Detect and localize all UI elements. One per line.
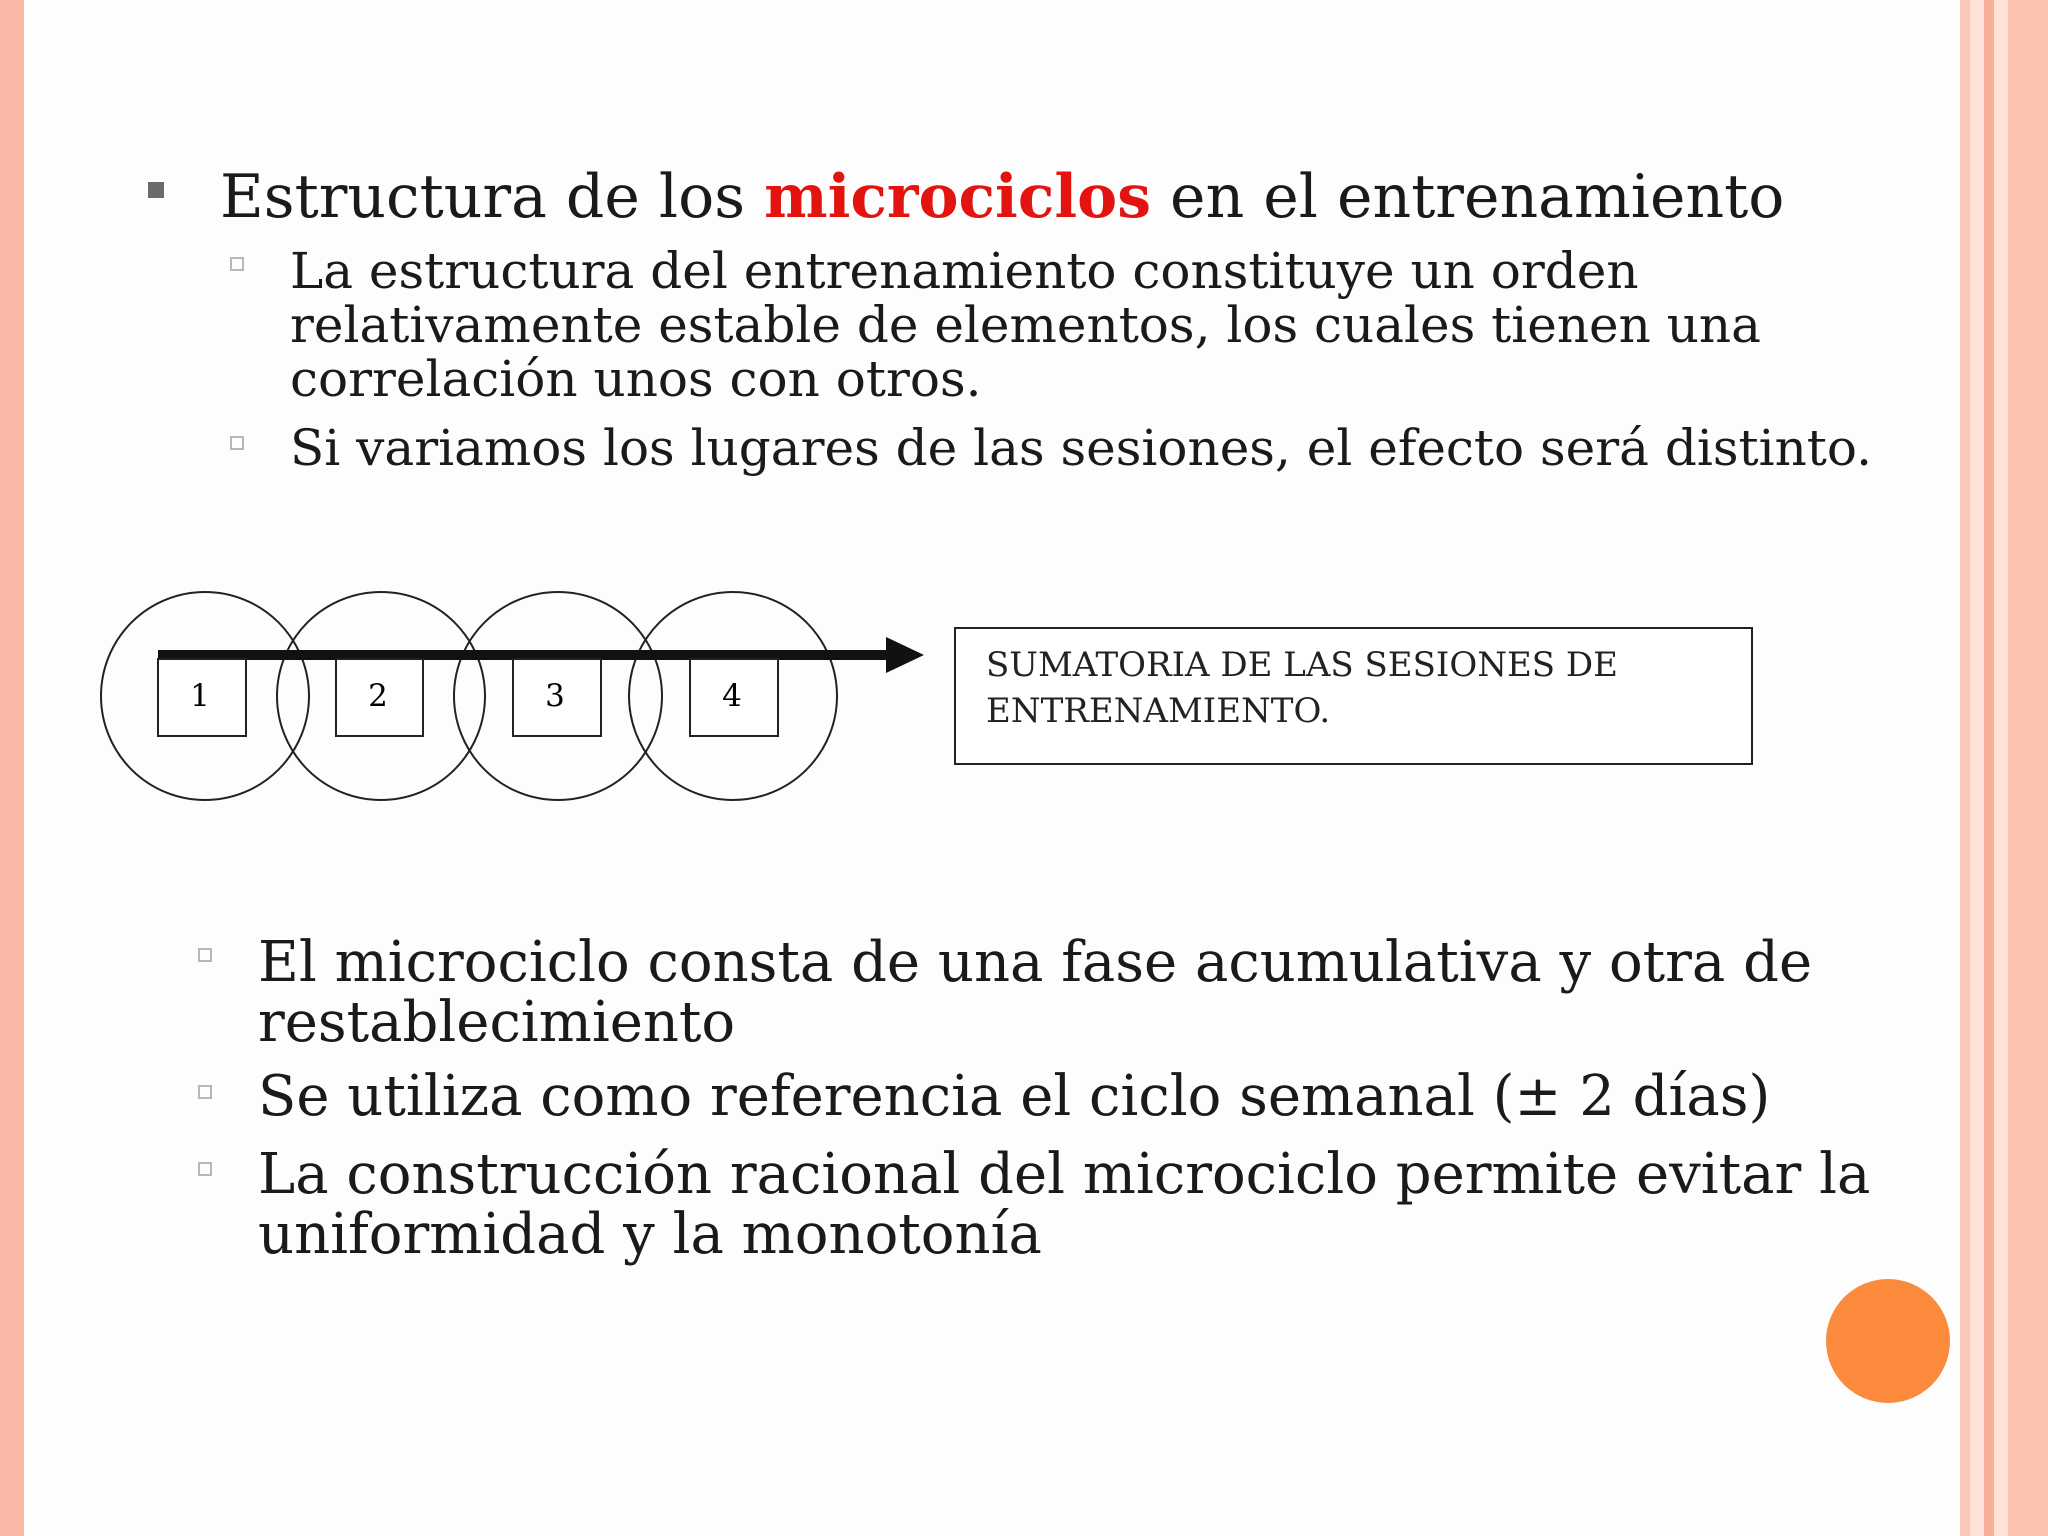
top-bullet-2: Si variamos los lugares de las sesiones, el efecto será distinto.: [290, 419, 1873, 477]
bottom-bullet-2: Se utiliza como referencia el ciclo semanal (± 2 días): [258, 1064, 1771, 1129]
bottom-bullet-3: La construcción racional del microciclo permite evitar la uniformidad y la monotonía: [258, 1142, 1871, 1267]
top-bullet-1: La estructura del entrenamiento constituye un orden relativamente estable de elementos, los cuales tienen una correlación unos con otros.: [290, 242, 1761, 408]
arrow-head-icon: [886, 637, 924, 673]
sub-bullet-icon: [198, 1085, 212, 1099]
heading-prefix: Estructura de los: [220, 162, 765, 232]
heading-suffix: en el entrenamiento: [1150, 162, 1785, 232]
summary-box-text: SUMATORIA DE LAS SESIONES DE ENTRENAMIENTO.: [986, 645, 1618, 731]
sub-bullet-icon: [198, 1162, 212, 1176]
decorative-orange-circle: [1826, 1279, 1950, 1403]
session-label-1: 1: [190, 678, 210, 714]
heading-highlight: microciclos: [764, 162, 1151, 232]
session-label-4: 4: [722, 678, 742, 714]
sub-bullet-icon: [198, 948, 212, 962]
bottom-bullet-1: El microciclo consta de una fase acumulativa y otra de restablecimiento: [258, 930, 1813, 1055]
session-label-2: 2: [368, 678, 388, 714]
session-label-3: 3: [545, 678, 565, 714]
